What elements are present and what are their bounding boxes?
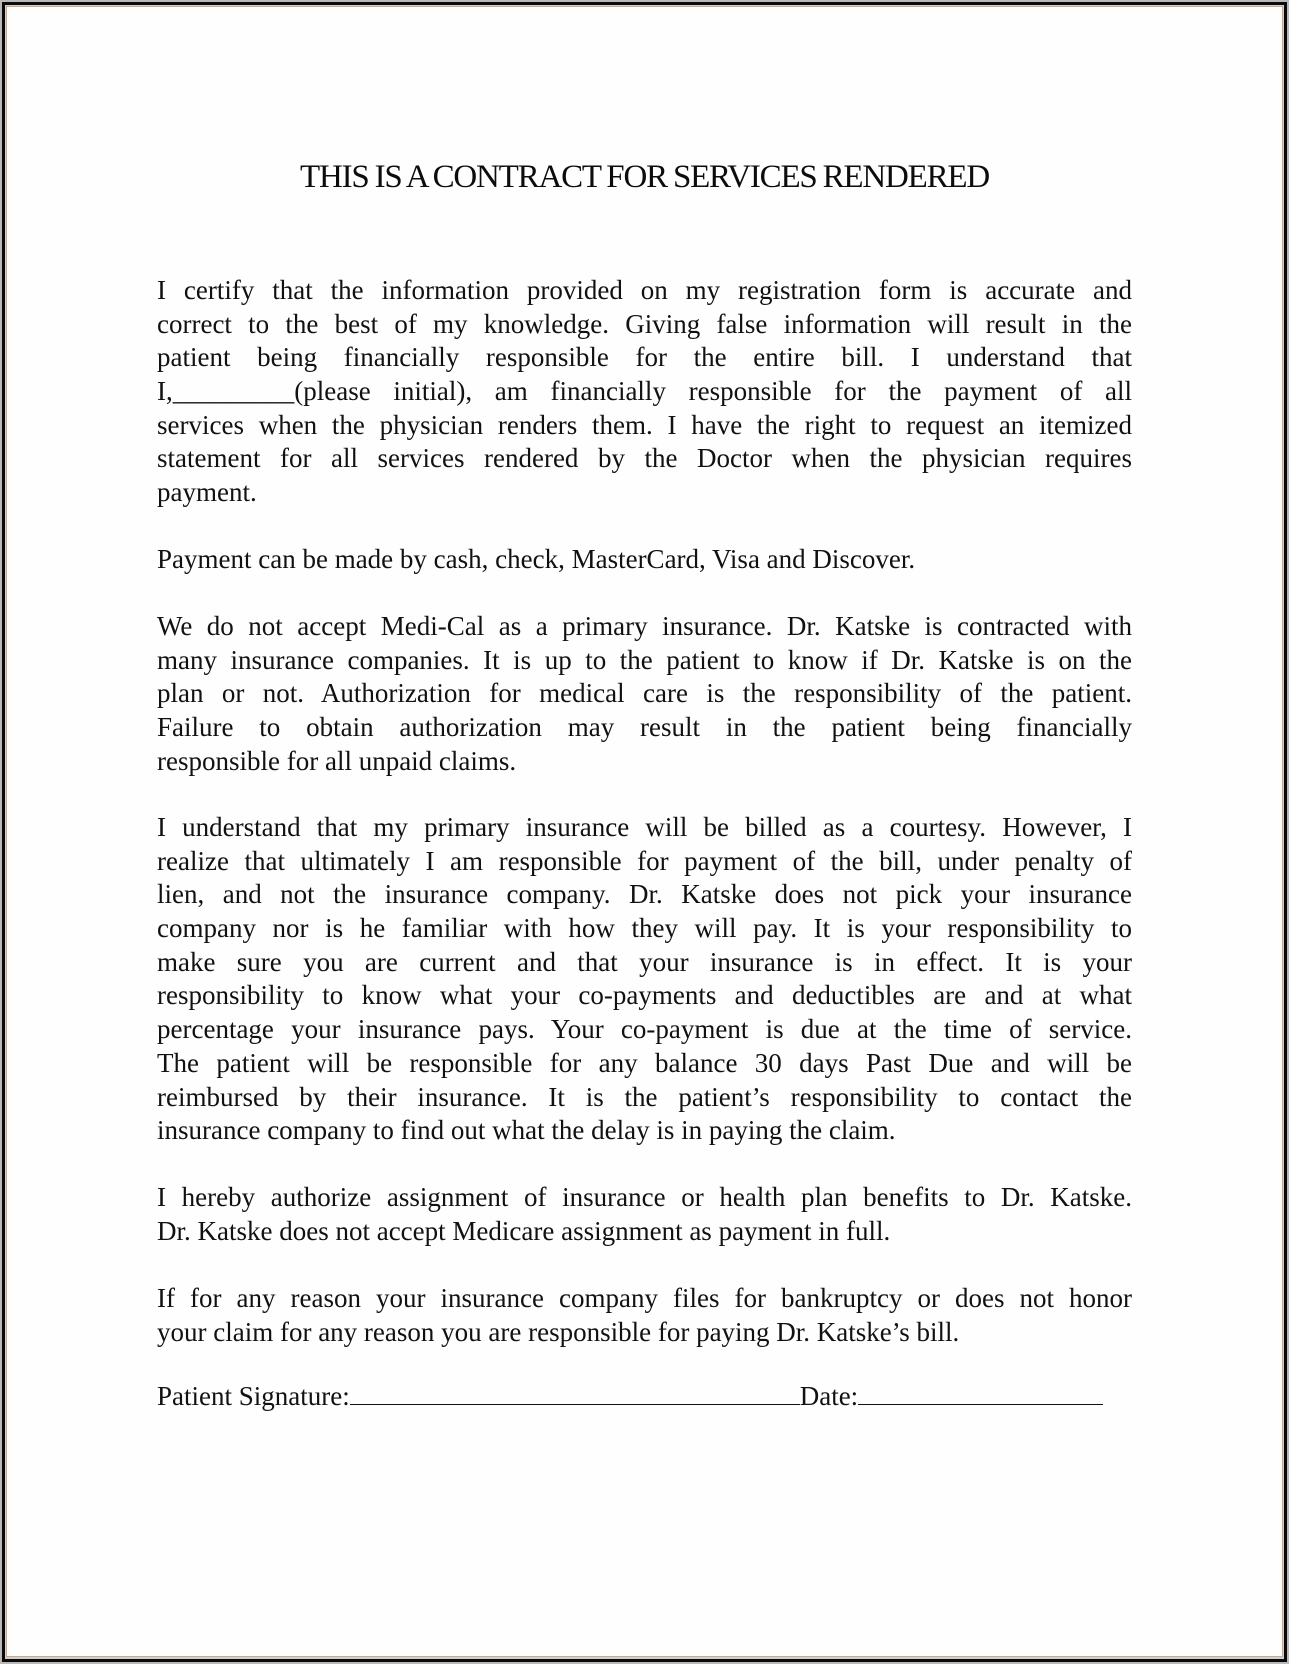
text-line: patient being financially responsible for the entire bill. I understand that: [157, 342, 1132, 373]
text-line: realize that ultimately I am responsible for payment of the bill, under penalty of: [157, 845, 1132, 876]
text-line: payment.: [157, 477, 257, 508]
document-title: THIS IS A CONTRACT FOR SERVICES RENDERED: [299, 159, 990, 195]
date-label: Date:: [799, 1381, 859, 1411]
paragraph-certification: [157, 274, 1132, 510]
text-line: We do not accept Medi-Cal as a primary insurance. Dr. Katske is contracted with: [157, 611, 1132, 641]
initial-line: I,_________(please initial), am financially responsible for the payment of all: [157, 376, 1132, 407]
text-line: responsibility to know what your co-payments and deductibles are and at what: [157, 980, 1132, 1011]
text-line: services when the physician renders them. I have the right to request an itemized: [157, 409, 1132, 440]
text-line: If for any reason your insurance company files for bankruptcy or does not honor: [157, 1283, 1132, 1313]
text-line: company nor is he familiar with how they will pay. It is your responsibility to: [157, 913, 1132, 944]
patient-signature-field[interactable]: [350, 1382, 800, 1405]
paragraph-medi-cal: [157, 610, 1132, 778]
text-line: The patient will be responsible for any balance 30 days Past Due and will be: [157, 1047, 1132, 1078]
text-line: plan or not. Authorization for medical care is the responsibility of the patient.: [157, 678, 1132, 709]
text-line: I understand that my primary insurance will be billed as a courtesy. However, I: [157, 812, 1132, 842]
text-line: your claim for any reason you are responsible for paying Dr. Katske’s bill.: [157, 1316, 960, 1347]
text-line: I hereby authorize assignment of insurance or health plan benefits to Dr. Katske.: [157, 1182, 1132, 1212]
text-line: reimbursed by their insurance. It is the patient’s responsibility to contact the: [157, 1081, 1132, 1112]
date-field[interactable]: [858, 1382, 1103, 1405]
text-line: make sure you are current and that your insurance is in effect. It is your: [157, 946, 1132, 977]
text-line: lien, and not the insurance company. Dr. Katske does not pick your insurance: [157, 879, 1132, 910]
paragraph-payment-methods: [157, 543, 1132, 577]
text-line: Payment can be made by cash, check, MasterCard, Visa and Discover.: [157, 544, 916, 574]
text-line: I certify that the information provided on my registration form is accurate and: [157, 275, 1132, 305]
signature-row: [157, 1380, 1132, 1414]
paragraph-insurance-responsibility: [157, 811, 1132, 1148]
text-line: responsible for all unpaid claims.: [157, 745, 517, 776]
paragraph-bankruptcy: [157, 1282, 1132, 1349]
paragraph-assignment: [157, 1181, 1132, 1248]
text-line: percentage your insurance pays. Your co-payment is due at the time of service.: [157, 1014, 1132, 1045]
text-line: statement for all services rendered by the Doctor when the physician requires: [157, 443, 1132, 474]
text-line: correct to the best of my knowledge. Giving false information will result in the: [157, 308, 1132, 339]
patient-signature-label: Patient Signature:: [157, 1381, 350, 1411]
text-line: Failure to obtain authorization may result in the patient being financially: [157, 712, 1132, 743]
text-line: insurance company to find out what the delay is in paying the claim.: [157, 1115, 896, 1146]
text-line: many insurance companies. It is up to the patient to know if Dr. Katske is on the: [157, 644, 1132, 675]
text-line: Dr. Katske does not accept Medicare assignment as payment in full.: [157, 1215, 891, 1246]
